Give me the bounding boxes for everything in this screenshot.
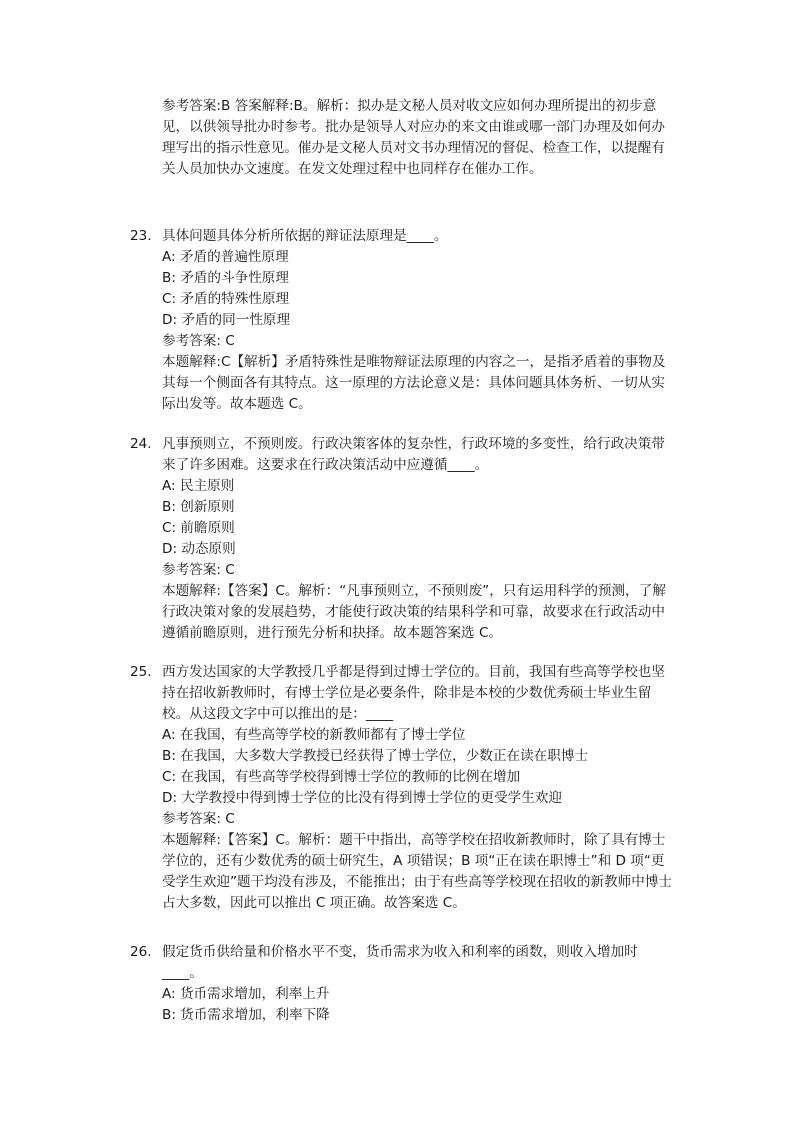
question-stem: 凡事预则立，不预则废。行政决策客体的复杂性，行政环境的多变性，给行政决策带来了许多困难。这要求在行政决策活动中应遵循____。 [162, 436, 665, 473]
intro-answer-text: 参考答案:B 答案解释:B。解析：拟办是文秘人员对收文应如何办理所提出的初步意见，以供领导批办时参考。批办是领导人对应办的来文由谁或哪一部门办理及如何办理写出的指示性意见。催办是文秘人员对文书办理情况的督促、检查工作，以提醒有关人员加快办文速度。在发文处理过程中也同样存在催办工作。 [162, 98, 665, 177]
answer-explanation: 本题解释:C【解析】矛盾特殊性是唯物辩证法原理的内容之一，是指矛盾着的事物及其每一个侧面各有其特点。这一原理的方法论意义是：具体问题具体务析、一切从实际出发等。故本题选 C。 [162, 354, 666, 412]
question-number: 25. [130, 664, 152, 680]
option-c: C: 矛盾的特殊性原理 [162, 291, 290, 307]
question-number: 26. [130, 944, 152, 960]
option-a: A: 在我国，有些高等学校的新教师都有了博士学位 [162, 727, 466, 743]
answer-explanation: 本题解释:【答案】C。解析：题干中指出，高等学校在招收新教师时，除了具有博士学位的，还有少数优秀的硕士研究生，A 项错误；B 项“正在读在职博士”和 D 项“更受学生欢迎”题干均没有涉及，不能推出；由于有些高等学校现在招收的新教师中博士占大多数，因此可以推出 C 项正确。故答案选 C。 [162, 832, 673, 911]
option-b: B: 在我国，大多数大学教授已经获得了博士学位，少数正在读在职博士 [162, 748, 589, 764]
question-number: 24. [130, 436, 152, 452]
reference-answer: 参考答案: C [162, 333, 235, 349]
question-body [162, 942, 672, 1026]
question-body [162, 434, 672, 644]
reference-answer: 参考答案: C [162, 562, 235, 578]
question-body [162, 226, 672, 415]
option-d: D: 大学教授中得到博士学位的比没有得到博士学位的更受学生欢迎 [162, 790, 562, 806]
answer-explanation: 本题解释:【答案】C。解析：“凡事预则立，不预则废”，只有运用科学的预测，了解行政决策对象的发展趋势，才能使行政决策的结果科学和可靠，故要求在行政活动中遵循前瞻原则，进行预先分析和抉择。故本题答案选 C。 [162, 583, 666, 641]
option-a: A: 民主原则 [162, 478, 235, 494]
option-b: B: 创新原则 [162, 499, 235, 515]
option-d: D: 动态原则 [162, 541, 236, 557]
question-stem: 假定货币供给量和价格水平不变，货币需求为收入和利率的函数，则收入增加时____。 [162, 944, 638, 981]
question-body [162, 662, 672, 914]
intro-answer-block [162, 96, 672, 180]
question-stem: 具体问题具体分析所依据的辩证法原理是____。 [162, 228, 448, 244]
option-d: D: 矛盾的同一性原理 [162, 312, 291, 328]
option-a: A: 货币需求增加，利率上升 [162, 986, 330, 1002]
option-b: B: 矛盾的斗争性原理 [162, 270, 289, 286]
option-c: C: 前瞻原则 [162, 520, 235, 536]
option-b: B: 货币需求增加，利率下降 [162, 1007, 330, 1023]
question-number: 23. [130, 228, 152, 244]
reference-answer: 参考答案: C [162, 811, 235, 827]
option-a: A: 矛盾的普遍性原理 [162, 249, 289, 265]
question-stem: 西方发达国家的大学教授几乎都是得到过博士学位的。目前，我国有些高等学校也坚持在招收新教师时，有博士学位是必要条件，除非是本校的少数优秀硕士毕业生留校。从这段文字中可以推出的是：____ [162, 664, 665, 722]
option-c: C: 在我国，有些高等学校得到博士学位的教师的比例在增加 [162, 769, 521, 785]
